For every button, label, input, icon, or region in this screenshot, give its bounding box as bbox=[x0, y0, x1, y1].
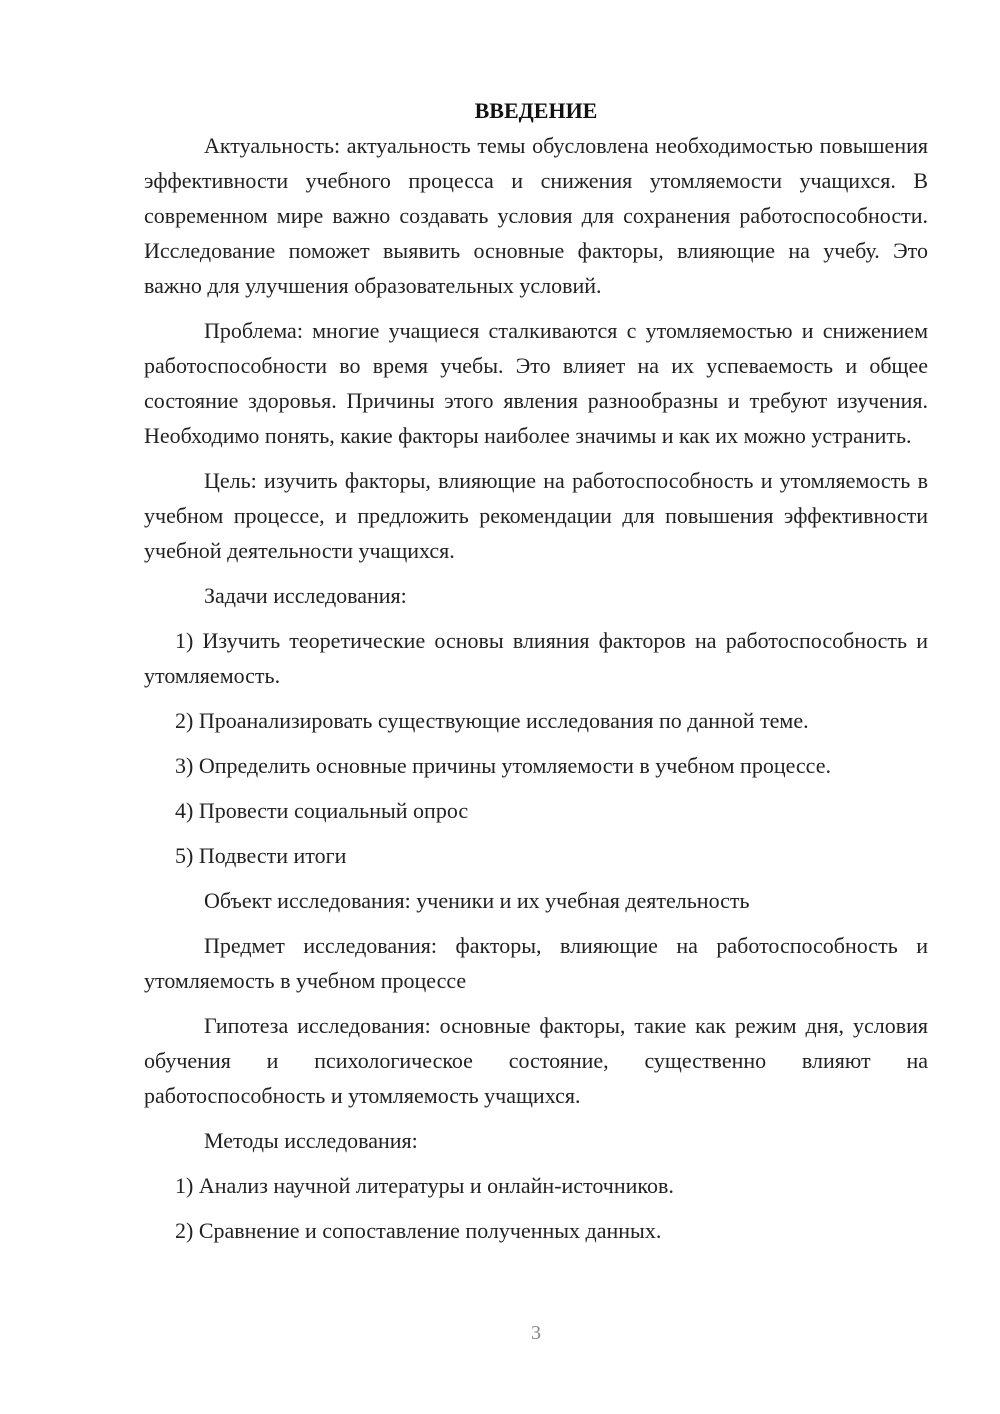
paragraph-hypothesis: Гипотеза исследования: основные факторы, такие как режим дня, условия обучения и психологическое состояние, существенно влияют на работоспособность и утомляемость учащихся. bbox=[144, 1013, 928, 1108]
page-number: 3 bbox=[531, 1322, 541, 1344]
list-item-task-1: 1) Изучить теоретические основы влияния факторов на работоспособность и утомляемость. bbox=[144, 628, 928, 688]
tasks-list bbox=[144, 623, 928, 873]
tasks-heading: Задачи исследования: bbox=[204, 583, 407, 608]
page-body bbox=[144, 93, 928, 1248]
methods-heading: Методы исследования: bbox=[204, 1128, 418, 1153]
list-item-task-5: 5) Подвести итоги bbox=[175, 843, 347, 868]
methods-list bbox=[144, 1168, 928, 1248]
section-title: ВВЕДЕНИЕ bbox=[474, 98, 598, 123]
list-item-task-2: 2) Проанализировать существующие исследования по данной теме. bbox=[175, 708, 809, 733]
list-item-method-2: 2) Сравнение и сопоставление полученных данных. bbox=[175, 1218, 662, 1243]
paragraph-subject: Предмет исследования: факторы, влияющие на работоспособность и утомляемость в учебном процессе bbox=[144, 933, 928, 993]
list-item-task-3: 3) Определить основные причины утомляемости в учебном процессе. bbox=[175, 753, 831, 778]
paragraph-goal: Цель: изучить факторы, влияющие на работоспособность и утомляемость в учебном процессе, и предложить рекомендации для повышения эффективности учебной деятельности учащихся. bbox=[144, 468, 928, 563]
paragraph-problem: Проблема: многие учащиеся сталкиваются с утомляемостью и снижением работоспособности во время учебы. Это влияет на их успеваемость и общее состояние здоровья. Причины этого явления разнообразны и требуют изучения. Необходимо понять, какие факторы наиболее значимы и как их можно устранить. bbox=[144, 318, 928, 448]
paragraph-relevance: Актуальность: актуальность темы обусловлена необходимостью повышения эффективности учебного процесса и снижения утомляемости учащихся. В современном мире важно создавать условия для сохранения работоспособности. Исследование поможет выявить основные факторы, влияющие на учебу. Это важно для улучшения образовательных условий. bbox=[144, 133, 928, 298]
list-item-task-4: 4) Провести социальный опрос bbox=[175, 798, 469, 823]
paragraph-object: Объект исследования: ученики и их учебная деятельность bbox=[204, 888, 750, 913]
list-item-method-1: 1) Анализ научной литературы и онлайн-источников. bbox=[175, 1173, 674, 1198]
